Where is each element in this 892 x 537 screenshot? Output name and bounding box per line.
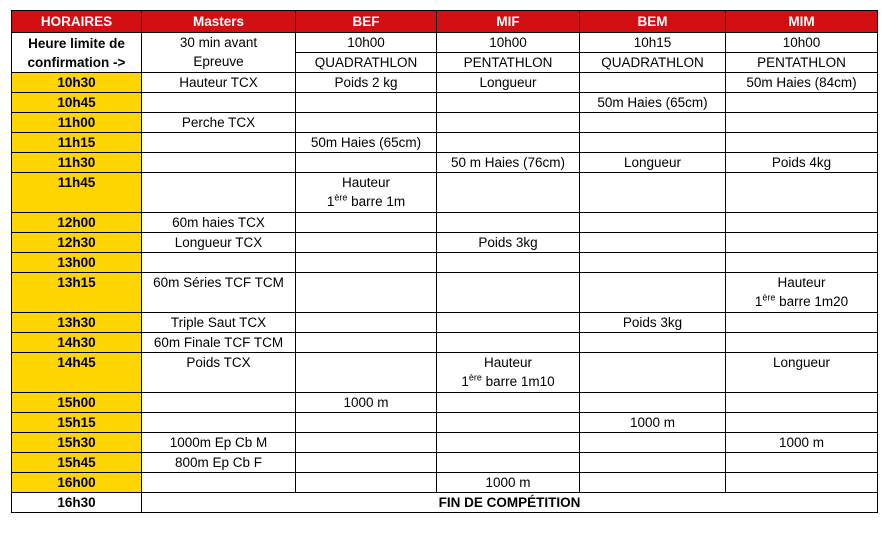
event-cell-masters <box>142 253 296 273</box>
event-cell-mif <box>437 213 580 233</box>
event-cell-mim <box>726 73 878 93</box>
event-cell-bem <box>580 153 726 173</box>
column-header-mim: MIM <box>726 11 878 33</box>
table-row <box>12 93 878 113</box>
event-cell-masters <box>142 473 296 493</box>
event-label: 1000 m <box>778 435 825 450</box>
event-cell-masters <box>142 393 296 413</box>
event-label: Longueur <box>623 155 682 170</box>
schedule-table <box>11 10 878 513</box>
event-cell-bef <box>296 353 437 393</box>
event-cell-mif <box>437 313 580 333</box>
time-cell: 11h15 <box>12 133 142 153</box>
time-cell: 10h45 <box>12 93 142 113</box>
event-cell-bef <box>296 393 437 413</box>
event-type-bef: QUADRATHLON <box>296 53 437 73</box>
event-cell-bef <box>296 273 437 313</box>
event-detail: 1ère barre 1m10 <box>461 372 555 389</box>
event-cell-mif <box>437 453 580 473</box>
column-header-mif: MIF <box>437 11 580 33</box>
table-row <box>12 273 878 313</box>
time-cell: 15h30 <box>12 433 142 453</box>
event-cell-mif <box>437 113 580 133</box>
event-cell-masters <box>142 73 296 93</box>
event-type-mif: PENTATHLON <box>437 53 580 73</box>
event-cell-masters <box>142 413 296 433</box>
event-cell-bef <box>296 313 437 333</box>
event-label: 50m Haies (84cm) <box>746 75 857 90</box>
table-row <box>12 173 878 213</box>
event-cell-mim <box>726 313 878 333</box>
column-header-bef: BEF <box>296 11 437 33</box>
event-label: 1000 m <box>343 395 389 410</box>
column-header-horaires: HORAIRES <box>12 11 142 33</box>
event-cell-bem <box>580 73 726 93</box>
event-label: Triple Saut TCX <box>170 315 267 330</box>
time-cell: 15h15 <box>12 413 142 433</box>
event-cell-mim <box>726 213 878 233</box>
event-label: Poids 3kg <box>622 315 683 330</box>
event-cell-mif <box>437 173 580 213</box>
event-cell-bem <box>580 393 726 413</box>
event-label: Hauteur <box>483 355 533 370</box>
table-row <box>12 413 878 433</box>
event-cell-mif <box>437 73 580 93</box>
event-cell-mif <box>437 153 580 173</box>
time-cell: 12h00 <box>12 213 142 233</box>
header-row <box>12 11 878 33</box>
event-label: 1000 m <box>629 415 676 430</box>
event-label: Perche TCX <box>181 115 256 130</box>
time-cell: 13h30 <box>12 313 142 333</box>
event-cell-mif <box>437 473 580 493</box>
event-cell-masters <box>142 433 296 453</box>
time-cell: 14h45 <box>12 353 142 393</box>
table-row <box>12 153 878 173</box>
event-cell-bef <box>296 73 437 93</box>
event-label: Longueur TCX <box>174 235 263 250</box>
event-cell-bef <box>296 473 437 493</box>
time-cell: 15h00 <box>12 393 142 413</box>
event-cell-bem <box>580 333 726 353</box>
limit-row <box>12 33 878 53</box>
table-row <box>12 333 878 353</box>
event-cell-bem <box>580 313 726 333</box>
event-cell-mim <box>726 133 878 153</box>
time-cell: 14h30 <box>12 333 142 353</box>
event-cell-masters <box>142 353 296 393</box>
event-label: 50m Haies (65cm) <box>310 135 422 150</box>
event-cell-bef <box>296 173 437 213</box>
event-cell-bem <box>580 473 726 493</box>
event-cell-mif <box>437 253 580 273</box>
event-cell-masters <box>142 153 296 173</box>
event-detail: 1ère barre 1m <box>326 192 406 209</box>
event-label: Poids TCX <box>186 355 251 370</box>
event-cell-mim <box>726 353 878 393</box>
event-type-mim: PENTATHLON <box>726 53 878 73</box>
event-cell-masters <box>142 113 296 133</box>
event-cell-bem <box>580 213 726 233</box>
event-cell-masters <box>142 93 296 113</box>
event-label: 60m Séries TCF TCM <box>153 275 284 290</box>
event-cell-mim <box>726 173 878 213</box>
event-cell-masters <box>142 233 296 253</box>
time-cell: 11h00 <box>12 113 142 133</box>
time-cell: 10h30 <box>12 73 142 93</box>
event-cell-bem <box>580 93 726 113</box>
time-cell: 13h15 <box>12 273 142 313</box>
event-cell-bef <box>296 233 437 253</box>
event-label: Hauteur <box>777 275 826 290</box>
event-cell-bem <box>580 413 726 433</box>
event-cell-bef <box>296 133 437 153</box>
event-cell-mim <box>726 433 878 453</box>
event-cell-mif <box>437 273 580 313</box>
table-row <box>12 313 878 333</box>
event-cell-bem <box>580 253 726 273</box>
event-label: 50m Haies (65cm) <box>597 95 708 110</box>
event-label: Poids 3kg <box>478 235 538 250</box>
table-row <box>12 393 878 413</box>
event-cell-mim <box>726 333 878 353</box>
event-label: Hauteur TCX <box>179 75 258 90</box>
table-row <box>12 133 878 153</box>
event-cell-masters <box>142 173 296 213</box>
event-cell-bem <box>580 133 726 153</box>
table-row <box>12 253 878 273</box>
event-cell-bef <box>296 113 437 133</box>
table-row <box>12 213 878 233</box>
event-cell-mim <box>726 473 878 493</box>
event-cell-masters <box>142 313 296 333</box>
event-cell-bef <box>296 153 437 173</box>
event-cell-mif <box>437 353 580 393</box>
event-cell-mim <box>726 413 878 433</box>
column-header-masters: Masters <box>142 11 296 33</box>
event-label: 1000 m <box>485 475 531 490</box>
event-label: Longueur <box>772 355 831 370</box>
event-label: Hauteur <box>341 175 391 190</box>
event-cell-mim <box>726 393 878 413</box>
event-type-bem: QUADRATHLON <box>580 53 726 73</box>
event-label: 1000m Ep Cb M <box>169 435 268 450</box>
event-cell-mim <box>726 93 878 113</box>
event-label: 800m Ep Cb F <box>174 455 263 470</box>
column-header-bem: BEM <box>580 11 726 33</box>
event-cell-mif <box>437 93 580 113</box>
event-cell-bem <box>580 113 726 133</box>
event-cell-bef <box>296 453 437 473</box>
final-row <box>12 493 878 513</box>
time-cell: 15h45 <box>12 453 142 473</box>
event-cell-mif <box>437 133 580 153</box>
limit-time-bef: 10h00 <box>296 33 437 53</box>
event-cell-masters <box>142 213 296 233</box>
limit-time-bem: 10h15 <box>580 33 726 53</box>
event-cell-mim <box>726 153 878 173</box>
event-cell-mim <box>726 113 878 133</box>
time-cell: 16h00 <box>12 473 142 493</box>
table-row <box>12 353 878 393</box>
event-cell-bem <box>580 433 726 453</box>
schedule-table-container <box>11 10 878 513</box>
event-label: Poids 2 kg <box>334 75 398 90</box>
event-label: 60m haies TCX <box>172 215 265 230</box>
event-cell-mif <box>437 393 580 413</box>
event-detail: 1ère barre 1m20 <box>754 292 849 309</box>
event-cell-mif <box>437 233 580 253</box>
event-cell-bem <box>580 273 726 313</box>
table-row <box>12 453 878 473</box>
event-cell-mif <box>437 413 580 433</box>
table-row <box>12 73 878 93</box>
time-cell: 13h00 <box>12 253 142 273</box>
event-cell-mif <box>437 433 580 453</box>
event-cell-masters <box>142 333 296 353</box>
time-cell: 11h45 <box>12 173 142 213</box>
limit-time-mim: 10h00 <box>726 33 878 53</box>
event-label: 60m Finale TCF TCM <box>153 335 284 350</box>
event-cell-bef <box>296 213 437 233</box>
event-cell-bef <box>296 433 437 453</box>
end-of-competition: FIN DE COMPÉTITION <box>142 493 878 513</box>
time-cell: 12h30 <box>12 233 142 253</box>
table-row <box>12 113 878 133</box>
time-cell: 11h30 <box>12 153 142 173</box>
event-cell-masters <box>142 133 296 153</box>
table-row <box>12 233 878 253</box>
event-cell-bem <box>580 233 726 253</box>
event-cell-bef <box>296 253 437 273</box>
event-label: Poids 4kg <box>771 155 832 170</box>
event-cell-mim <box>726 273 878 313</box>
event-label: 50 m Haies (76cm) <box>450 155 566 170</box>
event-cell-masters <box>142 273 296 313</box>
limit-label: Heure limite de confirmation -> <box>12 33 142 73</box>
event-cell-bef <box>296 413 437 433</box>
table-row <box>12 433 878 453</box>
event-cell-bem <box>580 453 726 473</box>
event-cell-masters <box>142 453 296 473</box>
event-cell-bem <box>580 353 726 393</box>
limit-time-mif: 10h00 <box>437 33 580 53</box>
event-cell-mim <box>726 233 878 253</box>
event-cell-mim <box>726 453 878 473</box>
event-cell-mif <box>437 333 580 353</box>
limit-masters: 30 min avant Epreuve <box>142 33 296 73</box>
event-cell-bef <box>296 333 437 353</box>
time-cell: 16h30 <box>12 493 142 513</box>
event-label: Longueur <box>479 75 537 90</box>
table-row <box>12 473 878 493</box>
event-cell-mim <box>726 253 878 273</box>
event-cell-bef <box>296 93 437 113</box>
event-cell-bem <box>580 173 726 213</box>
